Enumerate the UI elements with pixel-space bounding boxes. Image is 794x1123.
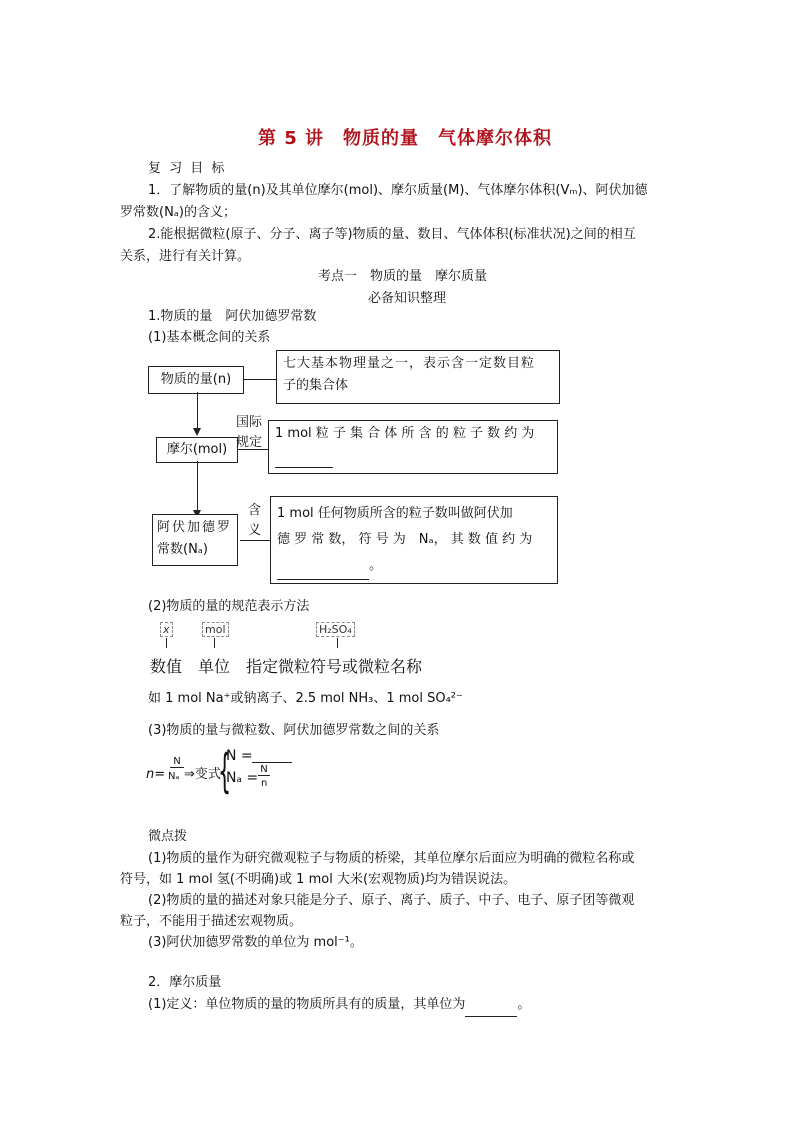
connector-label-rule: 规定 bbox=[236, 435, 263, 450]
tick-unit bbox=[214, 638, 215, 648]
box-avogadro-desc-line-1: 1 mol 任何物质所含的粒子数叫做阿伏加 bbox=[277, 506, 513, 521]
molar-mass-def-end: 。 bbox=[517, 997, 531, 1012]
box-avogadro-description bbox=[270, 496, 558, 584]
arrow-line-2 bbox=[197, 461, 198, 511]
transform-arrow: ⇒变式 bbox=[184, 767, 221, 782]
notation-example-sulfate: 1 mol SO₄²⁻ bbox=[386, 691, 463, 706]
subpoint-2-heading: (2)物质的量的规范表示方法 bbox=[148, 599, 310, 614]
box-mole-label: 摩尔(mol) bbox=[166, 442, 228, 457]
notation-example-text: 如 1 mol Na⁺或钠离子、2.5 mol NH₃、 bbox=[148, 691, 387, 706]
arrow-head-1 bbox=[193, 428, 201, 436]
box-avogadro-desc-end: 。 bbox=[369, 558, 383, 573]
blank-molar-mass-unit[interactable] bbox=[465, 994, 517, 1017]
box-avogadro-desc-line-2: 德 罗 常 数， 符 号 为 Nₐ， 其 数 值 约 为 bbox=[277, 532, 533, 547]
connector-label-han: 含 bbox=[248, 503, 262, 518]
tip-3: (3)阿伏加德罗常数的单位为 mol⁻¹。 bbox=[148, 935, 363, 950]
frac2-numerator: N bbox=[258, 764, 270, 776]
box-avogadro bbox=[152, 514, 238, 566]
n-equals: n= bbox=[146, 767, 166, 782]
section-2-heading: 2．摩尔质量 bbox=[148, 975, 222, 990]
label-unit: 单位 bbox=[198, 657, 231, 676]
arrow-line-1 bbox=[197, 392, 198, 428]
box-amount-label: 物质的量(n) bbox=[160, 372, 232, 387]
tip-1-line-2: 符号，如 1 mol 氢(不明确)或 1 mol 大米(宏观物质)均为错误说法。 bbox=[120, 872, 517, 887]
box-mole bbox=[156, 437, 238, 463]
goal-2-line-2: 关系，进行有关计算。 bbox=[120, 249, 251, 264]
page-title: 第 5 讲 物质的量 气体摩尔体积 bbox=[258, 128, 553, 149]
goal-1-line-1: 1．了解物质的量(n)及其单位摩尔(mol)、摩尔质量(M)、气体摩尔体积(Vₘ)、阿伏加德 bbox=[148, 183, 648, 198]
frac1-numerator: N bbox=[170, 756, 184, 768]
goal-2-line-1: 2.能根据微粒(原子、分子、离子等)物质的量、数目、气体体积(标准状况)之间的相互 bbox=[148, 227, 636, 242]
brace: { bbox=[218, 744, 232, 798]
tip-2-line-2: 粒子，不能用于描述宏观物质。 bbox=[120, 914, 303, 929]
blank-avogadro-value[interactable] bbox=[277, 553, 369, 580]
box-mole-description bbox=[268, 420, 558, 474]
box-amount-desc-line-1: 七大基本物理量之一，表示含一定数目粒 bbox=[283, 356, 536, 371]
notation-example bbox=[148, 688, 463, 710]
box-mole-desc-line-1: 1 mol 粒 子 集 合 体 所 含 的 粒 子 数 约 为 bbox=[275, 426, 535, 441]
label-symbol: 指定微粒符号或微粒名称 bbox=[246, 657, 423, 676]
tips-heading: 微点拨 bbox=[148, 829, 188, 844]
box-amount-desc-line-2: 子的集合体 bbox=[283, 378, 349, 393]
box-amount-of-substance bbox=[148, 366, 244, 394]
point-1-heading: 1.物质的量 阿伏加德罗常数 bbox=[148, 309, 317, 324]
tick-symbol bbox=[337, 638, 338, 648]
blank-mole-count[interactable] bbox=[275, 445, 333, 468]
box-amount-description bbox=[276, 350, 560, 404]
goals-heading: 复 习 目 标 bbox=[148, 161, 227, 176]
connector-line-3 bbox=[240, 540, 270, 541]
tick-value bbox=[166, 638, 167, 648]
molar-mass-definition bbox=[148, 994, 530, 1017]
frac2-denominator: n bbox=[261, 778, 268, 789]
frac1-denominator: Nₐ bbox=[168, 771, 180, 782]
connector-line-2 bbox=[238, 449, 268, 450]
connector-label-international: 国际 bbox=[236, 415, 263, 430]
tip-2-line-1: (2)物质的量的描述对象只能是分子、原子、离子、质子、中子、电子、原子团等微观 bbox=[148, 893, 635, 908]
box-avogadro-label-1: 阿伏加德罗 bbox=[157, 520, 233, 535]
molar-mass-def-text: (1)定义：单位物质的量的物质所具有的质量，其单位为 bbox=[148, 997, 466, 1012]
section-1-heading: 考点一 物质的量 摩尔质量 bbox=[318, 269, 488, 284]
blank-n-formula[interactable] bbox=[252, 748, 292, 763]
relation-line-2: Nₐ = bbox=[226, 770, 259, 786]
subpoint-3-heading: (3)物质的量与微粒数、阿伏加德罗常数之间的关系 bbox=[148, 723, 440, 738]
section-1-subheading: 必备知识整理 bbox=[368, 291, 447, 306]
box-avogadro-label-2: 常数(Nₐ) bbox=[157, 542, 208, 557]
relation-line-1: N = bbox=[226, 748, 253, 764]
tag-mol: mol bbox=[202, 622, 229, 637]
connector-label-yi: 义 bbox=[248, 523, 262, 538]
tip-1-line-1: (1)物质的量作为研究微观粒子与物质的桥梁，其单位摩尔后面应为明确的微粒名称或 bbox=[148, 851, 635, 866]
goal-1-line-2: 罗常数(Nₐ)的含义； bbox=[120, 205, 236, 220]
tag-x: x bbox=[160, 622, 173, 637]
subpoint-1-heading: (1)基本概念间的关系 bbox=[148, 330, 271, 345]
tag-h2so4: H₂SO₄ bbox=[316, 622, 355, 637]
label-value: 数值 bbox=[150, 657, 183, 676]
connector-line-1 bbox=[244, 379, 276, 380]
